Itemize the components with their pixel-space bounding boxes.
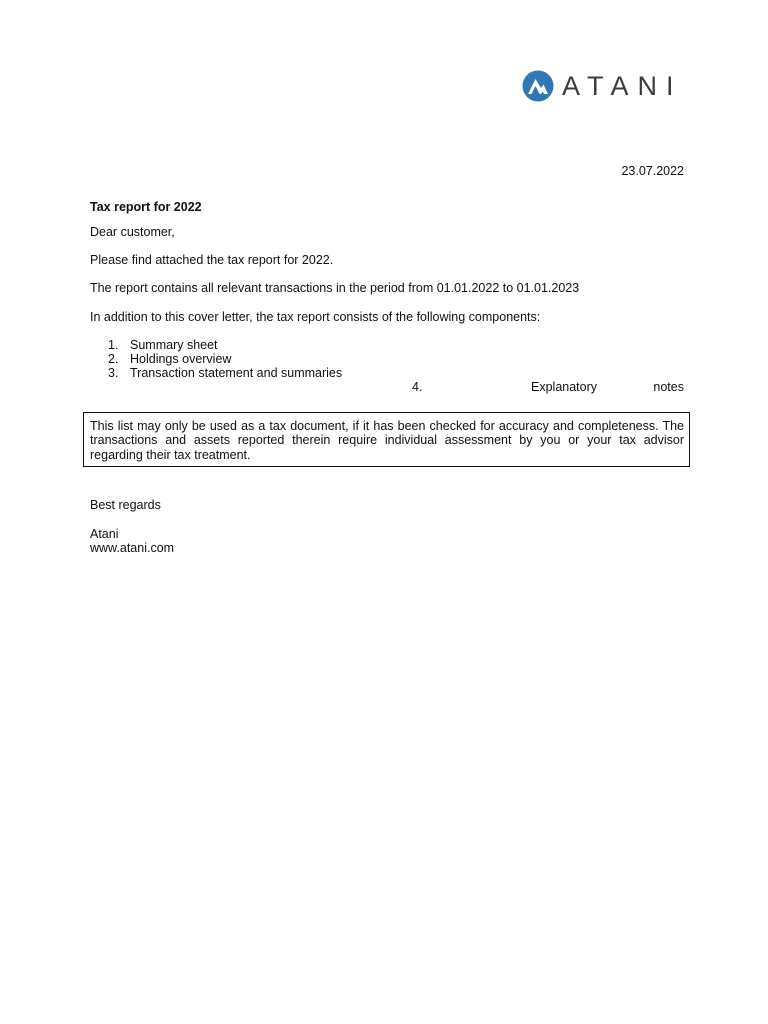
disclaimer-box xyxy=(83,412,690,467)
list-item xyxy=(108,338,342,352)
paragraph-period: The report contains all relevant transactions in the period from 01.01.2022 to 01.01.2023 xyxy=(90,281,580,295)
disclaimer-text: This list may only be used as a tax document, if it has been checked for accuracy and completeness. The transactions and assets reported therein require individual assessment by you or your tax advisor regarding their tax treatment. xyxy=(90,419,684,462)
list-item xyxy=(108,366,342,380)
letter-signer: Atani xyxy=(90,527,119,541)
list-item-label: Summary sheet xyxy=(130,338,218,352)
logo-wordmark: ATANI xyxy=(562,71,683,101)
paragraph-components: In addition to this cover letter, the tax report consists of the following components: xyxy=(90,310,541,324)
list-item-label: notes xyxy=(653,380,684,394)
list-item-number: 2. xyxy=(108,352,119,366)
letter-greeting: Dear customer, xyxy=(90,225,175,239)
list-item-number: 3. xyxy=(108,366,119,380)
website-link[interactable]: www.atani.com xyxy=(90,541,175,555)
letter-closing: Best regards xyxy=(90,498,161,512)
list-item-label: Explanatory xyxy=(531,380,598,394)
paragraph-attachment: Please find attached the tax report for 2022. xyxy=(90,253,334,267)
letter-subject: Tax report for 2022 xyxy=(90,200,202,214)
list-item-label: Holdings overview xyxy=(130,352,232,366)
list-item-number: 4. xyxy=(412,380,423,394)
list-item-label: Transaction statement and summaries xyxy=(130,366,343,380)
components-list xyxy=(108,338,342,380)
atani-logo xyxy=(522,70,683,102)
letter-date: 23.07.2022 xyxy=(621,164,684,178)
list-item xyxy=(108,352,342,366)
list-item-number: 1. xyxy=(108,338,119,352)
atani-logo-icon xyxy=(522,70,554,102)
